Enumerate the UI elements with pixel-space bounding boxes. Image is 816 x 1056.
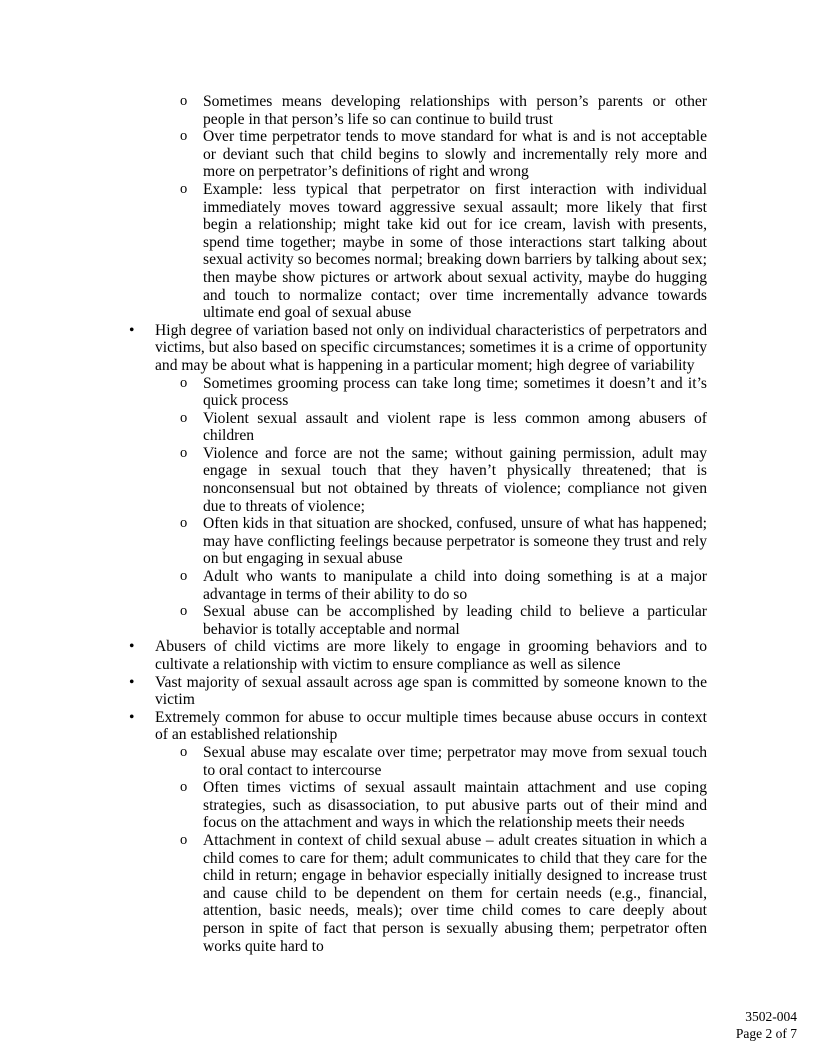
list-item-text: Abusers of child victims are more likely to engage in grooming behaviors and to cultivate a relationship with victim to ensure compliance as well as silence — [155, 638, 707, 673]
circle-bullet-icon: o — [180, 93, 188, 109]
bullet-icon: • — [129, 638, 135, 656]
list-item-text: Attachment in context of child sexual abuse – adult creates situation in which a child comes to care for them; adult communicates to child that they care for the child in return; engage in behavior especially initially designed to increase trust and cause child to be dependent on them for certain needs (e.g., financial, attention, basic needs, meals); over time child comes to care deeply about person in spite of fact that person is sexually abusing them; perpetrator often works quite hard to — [203, 831, 707, 955]
doc-number: 3502-004 — [745, 1009, 797, 1024]
circle-bullet-icon: o — [180, 743, 188, 760]
list-item-text: Sometimes grooming process can take long time; sometimes it doesn’t and it’s quick process — [203, 374, 707, 410]
list-item — [180, 409, 707, 445]
list-item-text: Violence and force are not the same; without gaining permission, adult may engage in sexual touch that they haven’t physically threatened; that is nonconsensual but not obtained by threats of violence; compliance not given due to threats of violence; — [203, 444, 707, 515]
list-item — [129, 321, 707, 375]
list-item-text: High degree of variation based not only on individual characteristics of perpetrators and victims, but also based on specific circumstances; sometimes it is a crime of opportunity and may be about what is happening in a particular moment; high degree of variability — [155, 321, 707, 374]
list-item — [180, 603, 707, 638]
list-item — [180, 374, 707, 410]
bullet-icon: • — [129, 708, 135, 726]
page-footer — [736, 1009, 797, 1042]
circle-bullet-icon: o — [180, 603, 188, 620]
bullet-list — [129, 93, 707, 955]
bullet-icon: • — [129, 321, 135, 339]
list-item — [180, 831, 707, 955]
list-item-text: Vast majority of sexual assault across age span is committed by someone known to the victim — [155, 673, 707, 709]
list-item — [180, 743, 707, 779]
list-item-text: Over time perpetrator tends to move standard for what is and is not acceptable or deviant such that child begins to slowly and incrementally rely more and more on perpetrator’s definitions of right and wrong — [203, 128, 707, 181]
circle-bullet-icon: o — [180, 180, 188, 197]
circle-bullet-icon: o — [180, 779, 188, 796]
list-item — [180, 128, 707, 181]
list-item — [180, 93, 707, 128]
list-item — [129, 708, 707, 744]
list-item — [180, 779, 707, 832]
list-item — [129, 673, 707, 709]
list-item — [180, 568, 707, 603]
list-item — [129, 638, 707, 673]
bullet-icon: • — [129, 673, 135, 691]
list-item-text: Sometimes means developing relationships with person’s parents or other people in that person’s life so can continue to build trust — [203, 93, 707, 128]
circle-bullet-icon: o — [180, 409, 188, 426]
list-item — [180, 515, 707, 568]
circle-bullet-icon: o — [180, 374, 188, 391]
list-item-text: Example: less typical that perpetrator on first interaction with individual immediately moves toward aggressive sexual assault; more likely that first begin a relationship; might take kid out for ice cream, lavish with presents, spend time together; maybe in some of those interactions start talking about sexual activity so becomes normal; breaking down barriers by talking about sex; then maybe show pictures or artwork about sexual activity, maybe do hugging and touch to normalize contact; over time incrementally advance towards ultimate end goal of sexual abuse — [203, 180, 707, 322]
circle-bullet-icon: o — [180, 568, 188, 585]
list-item-text: Often kids in that situation are shocked, confused, unsure of what has happened; may have conflicting feelings because perpetrator is someone they trust and rely on but engaging in sexual abuse — [203, 515, 707, 568]
circle-bullet-icon: o — [180, 444, 188, 461]
list-item-text: Sexual abuse can be accomplished by leading child to believe a particular behavior is totally acceptable and normal — [203, 603, 707, 638]
list-item — [180, 444, 707, 515]
page-number: Page 2 of 7 — [735, 1025, 797, 1041]
list-item-text: Extremely common for abuse to occur multiple times because abuse occurs in context of an established relationship — [155, 708, 707, 744]
circle-bullet-icon: o — [180, 128, 188, 145]
list-item-text: Violent sexual assault and violent rape is less common among abusers of children — [203, 409, 707, 445]
list-item-text: Sexual abuse may escalate over time; perpetrator may move from sexual touch to oral contact to intercourse — [203, 743, 707, 779]
list-item — [180, 180, 707, 322]
list-item-text: Adult who wants to manipulate a child into doing something is at a major advantage in terms of their ability to do so — [203, 568, 707, 603]
list-item-text: Often times victims of sexual assault maintain attachment and use coping strategies, such as disassociation, to put abusive parts out of their mind and focus on the attachment and ways in which the relationship meets their needs — [203, 779, 707, 832]
circle-bullet-icon: o — [180, 515, 188, 532]
circle-bullet-icon: o — [180, 831, 188, 848]
